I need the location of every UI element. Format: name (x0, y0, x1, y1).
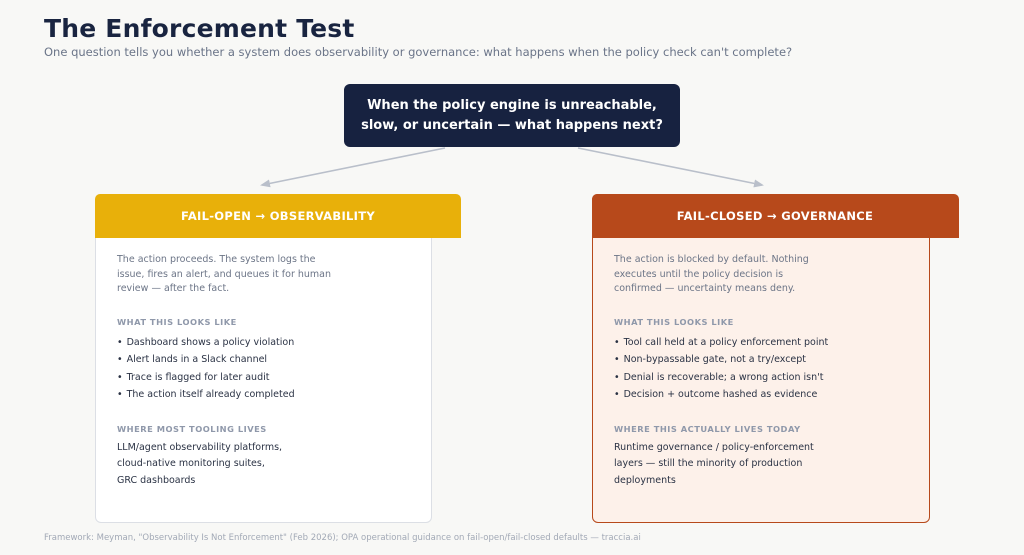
fail-closed-lives-label: WHERE THIS ACTUALLY LIVES TODAY (614, 423, 801, 434)
list-item (117, 351, 419, 369)
fail-closed-header: FAIL-CLOSED → GOVERNANCE (592, 194, 959, 238)
fail-open-header: FAIL-OPEN → OBSERVABILITY (95, 194, 461, 238)
bullet-text: Non-bypassable gate, not a try/except (623, 354, 807, 365)
bullet-text: Dashboard shows a policy violation (126, 336, 295, 348)
fail-open-bullet-list (117, 334, 419, 404)
list-item (117, 386, 419, 404)
lives-line: GRC dashboards (117, 474, 196, 486)
bullet-icon: • (614, 354, 620, 365)
fail-open-body (117, 253, 419, 489)
fail-closed-bullet-list (614, 334, 917, 404)
bullet-icon: • (117, 354, 123, 365)
bullet-text: Tool call held at a policy enforcement point (623, 336, 829, 348)
lives-line: layers — still the minority of production (614, 458, 803, 469)
fail-closed-body (614, 253, 917, 489)
lives-line: Runtime governance / policy-enforcement (614, 441, 814, 453)
bullet-icon: • (614, 389, 620, 400)
fail-open-intro: The action proceeds. The system logs the issue, fires an alert, and queues it for human review — after the fact. (117, 254, 332, 294)
bullet-text: Trace is flagged for later audit (126, 371, 270, 383)
list-item (614, 369, 917, 387)
page-subtitle: One question tells you whether a system does observability or governance: what happens when the policy check can't complete? (44, 45, 793, 59)
list-item (117, 369, 419, 387)
bullet-icon: • (117, 389, 123, 400)
bullet-text: The action itself already completed (126, 389, 295, 400)
lives-line: LLM/agent observability platforms, (117, 441, 283, 453)
arrow-to-fail-closed (578, 148, 762, 185)
list-item (117, 334, 419, 352)
fail-closed-card (592, 194, 930, 523)
bullet-text: Alert lands in a Slack channel (126, 354, 268, 365)
source-footnote: Framework: Meyman, "Observability Is Not Enforcement" (Feb 2026); OPA operational guidance on fail-open/fail-closed defaults — traccia.ai (44, 533, 641, 543)
bullet-text: Denial is recoverable; a wrong action isn't (623, 371, 824, 383)
bullet-icon: • (117, 336, 123, 348)
fail-open-looks-like-label: WHAT THIS LOOKS LIKE (117, 316, 237, 327)
arrow-to-fail-open (262, 148, 445, 185)
fail-open-lives-label: WHERE MOST TOOLING LIVES (117, 423, 267, 434)
fail-closed-looks-like-label: WHAT THIS LOOKS LIKE (614, 316, 734, 327)
bullet-text: Decision + outcome hashed as evidence (623, 389, 818, 400)
question-line-1: When the policy engine is unreachable, (367, 97, 657, 113)
fail-closed-lives-text (614, 440, 814, 490)
lives-line: deployments (614, 474, 676, 486)
bullet-icon: • (117, 371, 123, 383)
page-title: The Enforcement Test (44, 14, 355, 43)
fail-open-card (95, 194, 432, 523)
fail-open-lives-text (117, 440, 317, 490)
list-item (614, 334, 917, 352)
fail-closed-intro: The action is blocked by default. Nothing executes until the policy decision is confirmed — uncertainty means deny. (614, 254, 809, 294)
bullet-icon: • (614, 336, 620, 348)
list-item (614, 386, 917, 404)
bullet-icon: • (614, 371, 620, 383)
lives-line: cloud-native monitoring suites, (117, 458, 265, 469)
question-line-2: slow, or uncertain — what happens next? (361, 117, 663, 133)
list-item (614, 351, 917, 369)
central-question-box (344, 84, 680, 147)
